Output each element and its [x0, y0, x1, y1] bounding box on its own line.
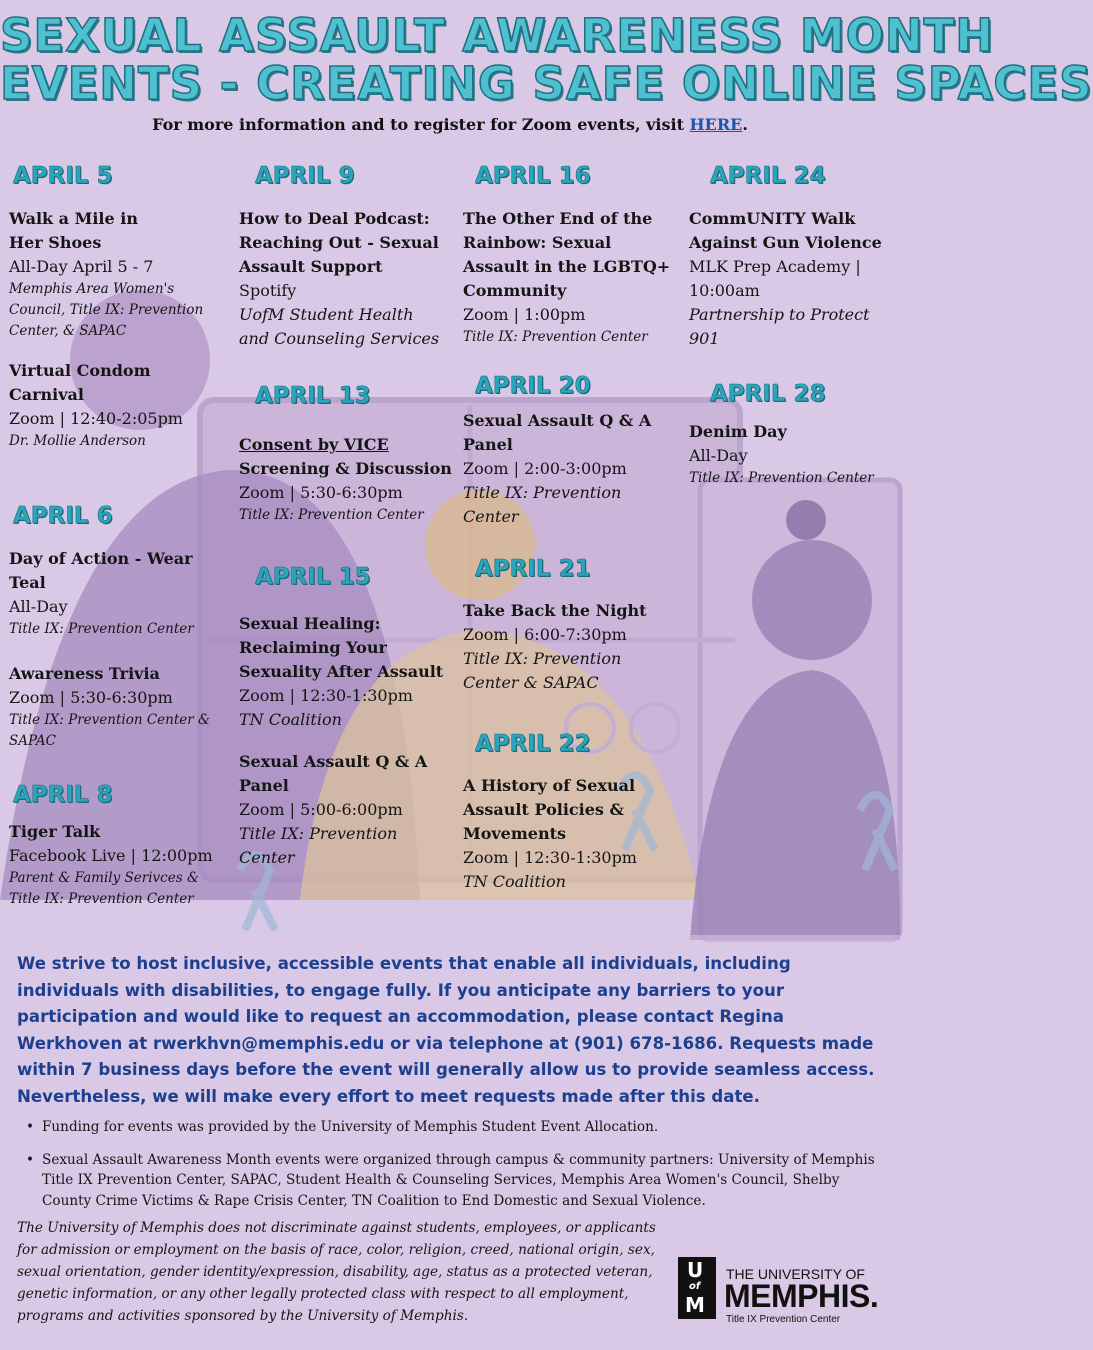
event-title: Tiger Talk [9, 822, 101, 841]
event-title: Against Gun Violence [689, 233, 882, 252]
event-location: Zoom | 5:30-6:30pm [9, 688, 173, 707]
event-title: Sexuality After Assault [239, 662, 444, 681]
event-location: Zoom | 5:30-6:30pm [239, 483, 403, 502]
event-host: Title IX: Prevention Center [9, 621, 194, 637]
event-title: Assault Policies & [463, 800, 624, 819]
event-title: A History of Sexual [463, 776, 636, 795]
date-april-22: APRIL 22 [475, 731, 591, 757]
footnote-funding: • Funding for events was provided by the University of Memphis Student Event Allocation. [22, 1117, 892, 1138]
event-location: Zoom | 2:00-3:00pm [463, 459, 627, 478]
event-title: Day of Action - Wear [9, 549, 193, 568]
page-title-line2: EVENTS - CREATING SAFE ONLINE SPACES [0, 57, 1093, 110]
event-consent-by-vice [239, 433, 454, 526]
event-host: TN Coalition [463, 872, 566, 891]
um-logo-icon [678, 1257, 716, 1319]
event-title-link[interactable]: Consent by VICE [239, 435, 389, 454]
event-location: All-Day [9, 597, 68, 616]
event-location: Zoom | 6:00-7:30pm [463, 625, 627, 644]
event-qa-panel-apr15 [239, 750, 454, 870]
date-april-6: APRIL 6 [13, 503, 113, 529]
event-host: Center [463, 507, 519, 526]
event-title: Sexual Assault Q & A [239, 752, 428, 771]
event-title: Movements [463, 824, 566, 843]
event-host: Title IX: Prevention Center [689, 470, 874, 486]
event-title: Panel [239, 776, 289, 795]
event-sexual-healing [239, 612, 454, 732]
logo-text-line1: THE UNIVERSITY OF [726, 1266, 865, 1282]
nondiscrimination-statement: The University of Memphis does not discriminate against students, employees, or applicants for admission or employment on the basis of race, color, religion, creed, national origin, sex, sexual orientation, gender identity/expression, disability, age, status as a protected veteran, genetic information, or any other legally protected class with respect to all employment, programs and activities sponsored by the University of Memphis. [17, 1220, 656, 1324]
accessibility-notice: We strive to host inclusive, accessible events that enable all individuals, including individuals with disabilities, to engage fully. If you anticipate any barriers to your participation and would like to request an accommodation, please contact Regina Werkhoven at rwerkhvn@memphis.edu or via telephone at (901) 678-1686. Requests made within 7 business days before the event will generally allow us to provide seamless access. Nevertheless, we will make every effort to meet requests made after this date. [17, 954, 875, 1106]
event-title: The Other End of the [463, 209, 653, 228]
date-april-9: APRIL 9 [255, 163, 355, 189]
event-host: Title IX: Prevention Center [9, 891, 194, 907]
logo-mark-u: U [687, 1258, 704, 1282]
event-host: Center & SAPAC [463, 673, 599, 692]
event-title: Community [463, 281, 567, 300]
logo-text-line2: MEMPHIS. [724, 1278, 879, 1314]
event-host: Title IX: Prevention [463, 649, 622, 668]
footnote-partners: • Sexual Assault Awareness Month events were organized through campus & community partners: University of Memphis Title IX Prevention Center, SAPAC, Student Health & Counseling Services, Memphis Area Women's Council, Shelby County Crime Victims & Rape Crisis Center, TN Coalition to End Domestic and Sexual Violence. [22, 1150, 892, 1212]
event-host: Center, & SAPAC [9, 323, 127, 339]
event-title: Her Shoes [9, 233, 102, 252]
event-title: Reclaiming Your [239, 638, 387, 657]
event-title: CommUNITY Walk [689, 209, 856, 228]
event-host: Dr. Mollie Anderson [9, 433, 146, 449]
event-host: Center [239, 848, 295, 867]
event-host: and Counseling Services [239, 329, 440, 348]
page-title-line1: SEXUAL ASSAULT AWARENESS MONTH [0, 9, 994, 62]
date-april-5: APRIL 5 [13, 163, 113, 189]
event-title: Sexual Assault Q & A [463, 411, 652, 430]
university-logo [678, 1254, 888, 1329]
event-title: Denim Day [689, 422, 787, 441]
event-location: Zoom | 12:30-1:30pm [463, 848, 637, 867]
event-host: Title IX: Prevention [463, 483, 622, 502]
event-condom-carnival [9, 359, 229, 452]
logo-mark-of: of [689, 1281, 701, 1292]
event-time: 10:00am [689, 281, 760, 300]
logo-text-line3: Title IX Prevention Center [726, 1314, 841, 1325]
date-april-21: APRIL 21 [475, 556, 591, 582]
event-location: All-Day April 5 - 7 [9, 257, 154, 276]
date-april-8: APRIL 8 [13, 782, 113, 808]
event-how-to-deal-podcast [239, 207, 454, 351]
event-host: Title IX: Prevention Center [239, 507, 424, 523]
event-location: Facebook Live | 12:00pm [9, 846, 213, 865]
event-awareness-trivia [9, 662, 229, 752]
event-title: Awareness Trivia [9, 664, 160, 683]
event-host: UofM Student Health [239, 305, 414, 324]
event-community-walk [689, 207, 894, 351]
event-title: Assault Support [239, 257, 383, 276]
event-location: Zoom | 1:00pm [463, 305, 586, 324]
event-title: Panel [463, 435, 513, 454]
event-location: All-Day [689, 446, 748, 465]
event-location: Zoom | 12:30-1:30pm [239, 686, 413, 705]
event-location: Zoom | 5:00-6:00pm [239, 800, 403, 819]
event-history-of-policies [463, 774, 678, 894]
subtitle-suffix: . [742, 115, 748, 134]
event-title: Walk a Mile in [9, 209, 138, 228]
event-title: Teal [9, 573, 46, 592]
event-title: Rainbow: Sexual [463, 233, 612, 252]
event-title: Assault in the LGBTQ+ [463, 257, 671, 276]
subtitle [0, 115, 900, 134]
event-day-of-action [9, 547, 229, 640]
event-host: Title IX: Prevention Center & [9, 712, 211, 728]
event-title: Screening & Discussion [239, 459, 452, 478]
event-host: SAPAC [9, 733, 56, 749]
event-qa-panel-apr20 [463, 409, 678, 529]
event-title: Reaching Out - Sexual [239, 233, 439, 252]
date-april-24: APRIL 24 [710, 163, 826, 189]
event-title: How to Deal Podcast: [239, 209, 430, 228]
event-take-back-the-night [463, 599, 678, 695]
date-april-20: APRIL 20 [475, 373, 591, 399]
date-april-16: APRIL 16 [475, 163, 591, 189]
event-host: Council, Title IX: Prevention [9, 302, 204, 318]
logo-mark-m: M [685, 1293, 705, 1317]
event-title: Carnival [9, 385, 84, 404]
register-link[interactable]: HERE [689, 115, 743, 134]
event-denim-day [689, 420, 894, 489]
event-location: Spotify [239, 281, 297, 300]
footnote-list [22, 1117, 892, 1223]
date-april-13: APRIL 13 [255, 383, 371, 409]
event-location: MLK Prep Academy | [689, 257, 861, 276]
event-host: Parent & Family Serivces & [9, 870, 199, 886]
event-host: Title IX: Prevention [239, 824, 398, 843]
date-april-15: APRIL 15 [255, 564, 371, 590]
event-host: TN Coalition [239, 710, 342, 729]
date-april-28: APRIL 28 [710, 381, 826, 407]
event-title: Take Back the Night [463, 601, 647, 620]
event-host: Memphis Area Women's [9, 281, 175, 297]
event-location: Zoom | 12:40-2:05pm [9, 409, 183, 428]
event-host: 901 [689, 329, 720, 348]
event-tiger-talk [9, 820, 229, 910]
event-other-end-of-rainbow [463, 207, 678, 348]
event-host: Partnership to Protect [689, 305, 870, 324]
event-title: Sexual Healing: [239, 614, 381, 633]
subtitle-text: For more information and to register for Zoom events, visit [152, 115, 690, 134]
event-walk-a-mile [9, 207, 229, 342]
event-title: Virtual Condom [9, 361, 151, 380]
event-host: Title IX: Prevention Center [463, 329, 648, 345]
